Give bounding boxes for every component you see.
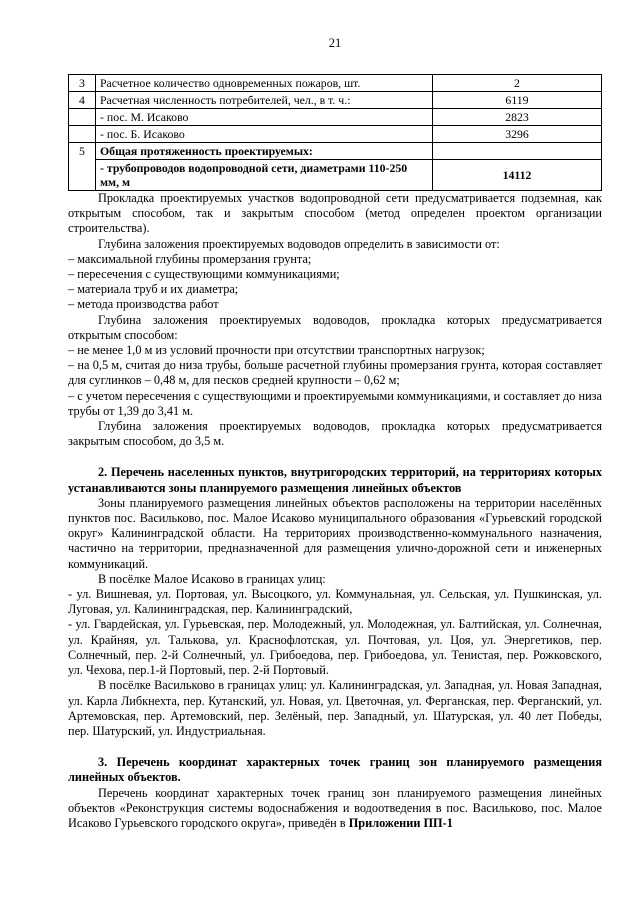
list-item: – метода производства работ — [68, 297, 219, 312]
section-heading: 2. Перечень населенных пунктов, внутригородских территорий, на территориях которых устанавливаются зоны планируемого размещения линейных объектов — [68, 465, 602, 495]
row-number — [69, 126, 96, 143]
row-number — [69, 109, 96, 126]
paragraph: В посёлке Васильково в границах улиц: ул. Калининградская, ул. Западная, ул. Новая Западная, ул. Карла Либкнехта, пер. Кутанский, ул. Новая, ул. Цветочная, ул. Ферганская, пер. Ферганский, ул. Артемовская, пер. Артемовский, пер. Зелёный, пер. Западный, ул. Шатурская, ул. 40 лет Победы, пер. Шатурский, ул. Индустриальная. — [68, 678, 602, 738]
page-number: 21 — [328, 36, 342, 50]
row-value — [433, 143, 602, 160]
paragraph: В посёлке Малое Исаково в границах улиц: — [98, 571, 326, 586]
row-number: 4 — [69, 92, 96, 109]
section-settlements — [68, 465, 602, 739]
row-value: 3296 — [433, 126, 602, 143]
paragraph: Глубина заложения проектируемых водоводов, прокладка которых предусматривается закрытым способом, до 3,5 м. — [68, 419, 602, 449]
row-label: - пос. Б. Исаково — [96, 126, 433, 143]
appendix-reference: Приложении ПП-1 — [348, 815, 453, 830]
row-label: - пос. М. Исаково — [96, 109, 433, 126]
paragraph: - ул. Вишневая, ул. Портовая, ул. Высоцкого, ул. Коммунальная, ул. Сельская, ул. Пушкинская, ул. Луговая, ул. Калининградская, пер. Калининградский, — [68, 587, 602, 617]
row-value: 14112 — [433, 160, 602, 191]
table-row — [69, 92, 602, 109]
pipe-laying-text — [68, 191, 602, 449]
row-value: 2823 — [433, 109, 602, 126]
row-number: 3 — [69, 75, 96, 92]
table-row — [69, 109, 602, 126]
list-item: – материала труб и их диаметра; — [68, 282, 239, 297]
row-label: Общая протяженность проектируемых: — [96, 143, 433, 160]
paragraph: Глубина заложения проектируемых водоводов определить в зависимости от: — [98, 236, 500, 251]
list-item: – с учетом пересечения с существующими и проектируемыми коммуникациями, и составляет до низа трубы от 1,39 до 3,41 м. — [68, 388, 602, 418]
row-label: Расчетное количество одновременных пожаров, шт. — [96, 75, 433, 92]
parameters-table — [68, 74, 602, 191]
row-label: Расчетная численность потребителей, чел., в т. ч.: — [96, 92, 433, 109]
paragraph: Прокладка проектируемых участков водопроводной сети предусматривается подземная, как открытым способом, так и закрытым способом (метод определен проектом организации строительства). — [68, 191, 602, 236]
list-item: – не менее 1,0 м из условий прочности при отсутствии транспортных нагрузок; — [68, 343, 485, 358]
table-row — [69, 143, 602, 160]
section-heading: 3. Перечень координат характерных точек границ зон планируемого размещения линейных объектов. — [68, 755, 602, 785]
table-row — [69, 126, 602, 143]
row-number: 5 — [69, 143, 96, 191]
list-item: – максимальной глубины промерзания грунта; — [68, 251, 312, 266]
section-coordinates — [68, 755, 602, 831]
table-row — [69, 75, 602, 92]
paragraph: Зоны планируемого размещения линейных объектов расположены на территории населённых пунктов пос. Васильково, пос. Малое Исаково муниципального образования «Гурьевский городской округ» Калининградской области. На территориях производственно-коммунального назначения, частично на территории, предназначенной для размещения улично-дорожной сети и инженерных коммуникаций. — [68, 495, 602, 571]
row-value: 6119 — [433, 92, 602, 109]
row-value: 2 — [433, 75, 602, 92]
row-label: - трубопроводов водопроводной сети, диаметрами 110-250 мм, м — [96, 160, 433, 191]
list-item: – пересечения с существующими коммуникациями; — [68, 267, 340, 282]
paragraph — [68, 786, 602, 832]
paragraph-text: Перечень координат характерных точек границ зон планируемого размещения линейных объектов «Реконструкция системы водоснабжения и водоотведения в пос. Васильково, пос. Малое Исаково Гурьевского городского округа», приведён в — [68, 785, 602, 830]
list-item: – на 0,5 м, считая до низа трубы, больше расчетной глубины промерзания грунта, которая составляет для суглинков – 0,48 м, для песков средней крупности – 0,62 м; — [68, 358, 602, 388]
paragraph: Глубина заложения проектируемых водоводов, прокладка которых предусматривается открытым способом: — [68, 312, 602, 342]
paragraph: - ул. Гвардейская, ул. Гурьевская, пер. Молодежный, ул. Молодежная, ул. Балтийская, ул. Солнечная, ул. Крайняя, ул. Талькова, ул. Краснофлотская, ул. Почтовая, ул. Цоя, ул. Энергетиков, пер. Солнечный, пер. 2-й Солнечный, ул. Грибоедова, пер. Грибоедова, ул. Тенистая, пер. Рожковского, ул. Чехова, пер.1-й Портовый, пер. 2-й Портовый. — [68, 617, 602, 678]
table-row — [69, 160, 602, 191]
